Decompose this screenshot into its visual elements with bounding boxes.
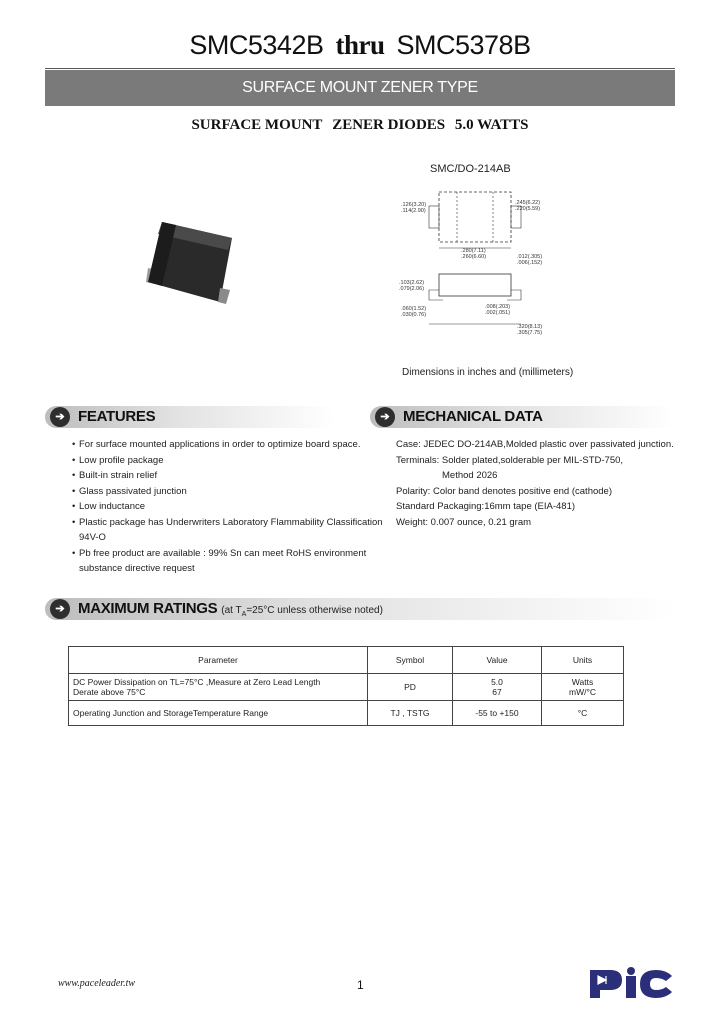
col-header-parameter: Parameter bbox=[69, 647, 368, 674]
feature-item: • For surface mounted applications in order to optimize board space. bbox=[72, 437, 392, 453]
subtitle-b: ZENER DIODES bbox=[332, 117, 446, 133]
mech-terminals-method: Method 2026 bbox=[442, 470, 498, 481]
thru-label: thru bbox=[335, 30, 385, 60]
feature-item: • Low profile package bbox=[72, 453, 392, 469]
mechanical-data bbox=[396, 437, 696, 530]
arrow-right-icon: ➔ bbox=[50, 599, 70, 619]
features-title: FEATURES bbox=[78, 408, 156, 425]
top-view-body bbox=[439, 192, 511, 242]
mech-polarity: Polarity: Color band denotes positive end (cathode) bbox=[396, 485, 612, 497]
dim-d7: .008(.203) bbox=[485, 304, 511, 310]
subtitle-a: SURFACE MOUNT bbox=[191, 117, 323, 133]
dim-d4b: .006(.152) bbox=[517, 260, 543, 266]
package-outline-drawing bbox=[395, 178, 555, 358]
package-lead-right bbox=[218, 288, 230, 304]
table-row bbox=[69, 674, 624, 701]
dim-d4: .012(.305) bbox=[517, 254, 543, 260]
cell-symbol: PD bbox=[368, 674, 453, 701]
dim-d3b: .260(6.60) bbox=[461, 254, 487, 260]
feature-item: • Plastic package has Underwriters Laboratory Flammability Classification 94V-O bbox=[72, 515, 392, 546]
part-number-end: SMC5378B bbox=[396, 30, 531, 60]
dim-d6: .060(1.52) bbox=[401, 306, 427, 312]
arrow-right-icon: ➔ bbox=[50, 407, 70, 427]
page-number: 1 bbox=[357, 978, 364, 992]
dim-d5b: .079(2.06) bbox=[399, 286, 425, 292]
mech-terminals: Terminals: Solder plated,solderable per MIL-STD-750, bbox=[396, 454, 624, 466]
cell-parameter: Operating Junction and StorageTemperature Range bbox=[69, 701, 368, 726]
document-title bbox=[0, 30, 720, 61]
ratings-title-text: MAXIMUM RATINGS bbox=[78, 600, 218, 617]
dim-d2b: .220(5.59) bbox=[515, 206, 541, 212]
footer-url[interactable]: www.paceleader.tw bbox=[58, 978, 136, 989]
subtitle bbox=[0, 117, 720, 134]
dimensions-caption: Dimensions in inches and (millimeters) bbox=[402, 367, 574, 378]
pic-logo bbox=[588, 966, 674, 1000]
cell-units: Watts mW/°C bbox=[542, 674, 624, 701]
side-view-lead-right bbox=[507, 290, 521, 300]
table-row bbox=[69, 701, 624, 726]
cell-units: °C bbox=[542, 701, 624, 726]
dim-d8b: .305(7.75) bbox=[517, 330, 543, 336]
top-view-lead-left bbox=[429, 206, 439, 228]
side-view-lead-left bbox=[429, 290, 443, 300]
mech-case: Case: JEDEC DO-214AB,Molded plastic over passivated junction. bbox=[396, 439, 674, 450]
cell-symbol: TJ , TSTG bbox=[368, 701, 453, 726]
col-header-value: Value bbox=[453, 647, 542, 674]
features-list bbox=[72, 437, 392, 577]
cell-value: -55 to +150 bbox=[453, 701, 542, 726]
part-number-start: SMC5342B bbox=[189, 30, 324, 60]
cell-parameter: DC Power Dissipation on TL=75°C ,Measure at Zero Lead Length Derate above 75°C bbox=[69, 674, 368, 701]
type-banner: SURFACE MOUNT ZENER TYPE bbox=[45, 70, 675, 106]
ratings-table bbox=[68, 646, 624, 726]
cell-value: 5.0 67 bbox=[453, 674, 542, 701]
feature-item: • Pb free product are available : 99% Sn can meet RoHS environment substance directive request bbox=[72, 546, 392, 577]
dim-d1: .126(3.20) bbox=[401, 202, 427, 208]
mechanical-title: MECHANICAL DATA bbox=[403, 408, 543, 425]
dim-d8: .320(8.13) bbox=[517, 324, 543, 330]
dim-d5: .103(2.62) bbox=[399, 280, 425, 286]
logo-i-dot bbox=[627, 967, 635, 975]
dim-d6b: .030(0.76) bbox=[401, 312, 427, 318]
logo-letter-c bbox=[640, 970, 672, 998]
table-header-row bbox=[69, 647, 624, 674]
dim-d3: .280(7.11) bbox=[461, 248, 486, 254]
feature-item: • Glass passivated junction bbox=[72, 484, 392, 500]
title-rule bbox=[45, 68, 675, 69]
dim-d7b: .002(.051) bbox=[485, 310, 511, 316]
package-name: SMC/DO-214AB bbox=[430, 163, 511, 175]
feature-item: • Low inductance bbox=[72, 499, 392, 515]
logo-letter-i bbox=[626, 976, 636, 998]
feature-item: • Built-in strain relief bbox=[72, 468, 392, 484]
ratings-note: (at $T_A=25^\circ C$ unless otherwise noted) bbox=[221, 605, 383, 618]
arrow-right-icon: ➔ bbox=[375, 407, 395, 427]
dim-d2: .245(6.22) bbox=[515, 200, 541, 206]
ratings-title bbox=[78, 600, 383, 618]
col-header-units: Units bbox=[542, 647, 624, 674]
mech-weight: Weight: 0.007 ounce, 0.21 gram bbox=[396, 516, 532, 528]
subtitle-c: 5.0 WATTS bbox=[454, 117, 529, 133]
side-view-body bbox=[439, 274, 511, 296]
col-header-symbol: Symbol bbox=[368, 647, 453, 674]
mech-packaging: Standard Packaging:16mm tape (EIA-481) bbox=[396, 501, 576, 512]
dim-d1b: .114(2.90) bbox=[401, 208, 426, 214]
package-photo bbox=[140, 210, 250, 310]
